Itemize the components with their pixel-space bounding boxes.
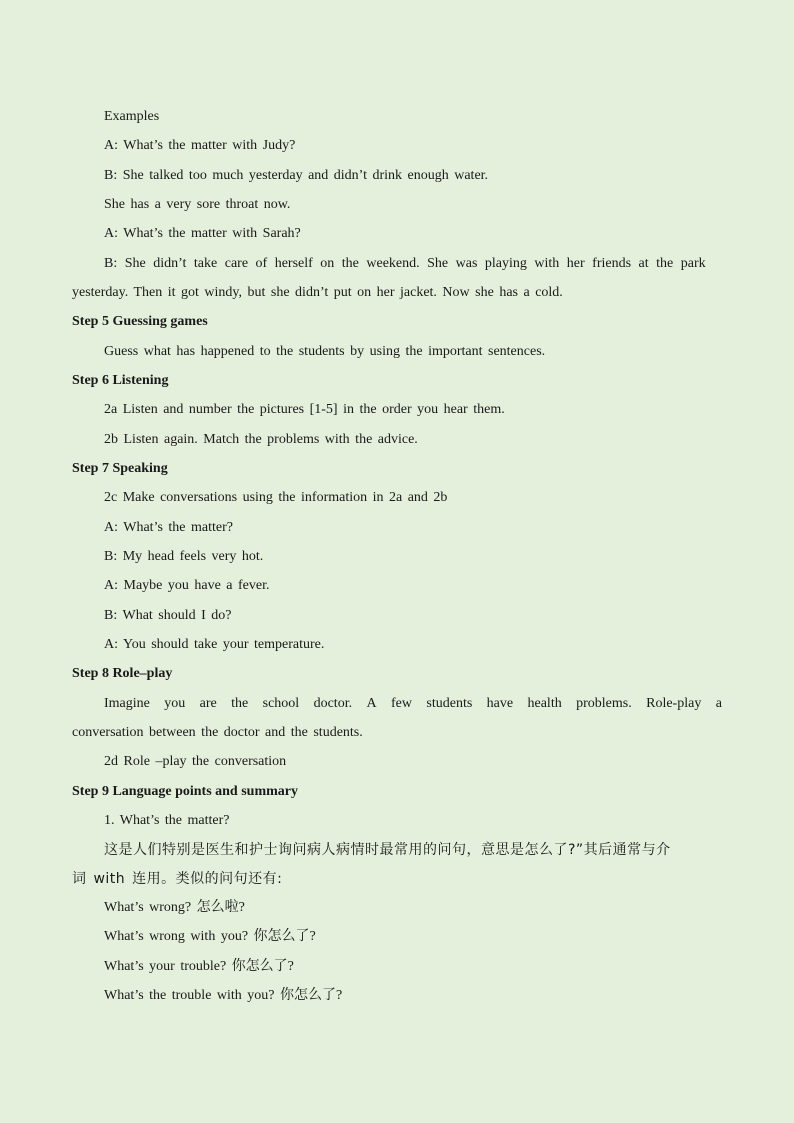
step8-word: have bbox=[486, 696, 514, 711]
example-line: She has a very sore throat now. bbox=[104, 197, 291, 212]
question-line: What’s your trouble? 你怎么了? bbox=[104, 959, 294, 974]
step5-text: Guess what has happened to the students by using the important sentences. bbox=[104, 344, 546, 359]
example-line: yesterday. Then it got windy, but she didn’t put on her jacket. Now she has a cold. bbox=[72, 285, 563, 300]
step8-word: Role-play bbox=[646, 696, 702, 711]
step8-word: Imagine bbox=[104, 696, 150, 711]
step8-word: you bbox=[164, 696, 186, 711]
step8-word: the bbox=[231, 696, 249, 711]
step8-word: few bbox=[391, 696, 412, 711]
dialogue-line: A: Maybe you have a fever. bbox=[104, 578, 270, 593]
step8-2d: 2d Role –play the conversation bbox=[104, 754, 287, 769]
step8-word: problems. bbox=[576, 696, 632, 711]
question-line: What’s the trouble with you? 你怎么了? bbox=[104, 988, 343, 1003]
step6-2a: 2a Listen and number the pictures [1-5] in the order you hear them. bbox=[104, 402, 505, 417]
question-line: What’s wrong with you? 你怎么了? bbox=[104, 929, 316, 944]
dialogue-line: B: What should I do? bbox=[104, 608, 232, 623]
dialogue-line: B: My head feels very hot. bbox=[104, 549, 264, 564]
example-line: B: She talked too much yesterday and didn’t drink enough water. bbox=[104, 168, 489, 183]
step8-text-cont: conversation between the doctor and the students. bbox=[72, 725, 363, 740]
step8-word: doctor. bbox=[313, 696, 353, 711]
step8-text bbox=[104, 695, 722, 713]
step9-point1: 1. What’s the matter? bbox=[104, 813, 230, 828]
step8-word: a bbox=[715, 696, 722, 711]
step8-word: A bbox=[366, 696, 377, 711]
example-line: A: What’s the matter with Sarah? bbox=[104, 226, 301, 241]
dialogue-line: A: You should take your temperature. bbox=[104, 637, 325, 652]
step8-heading: Step 8 Role–play bbox=[72, 666, 173, 681]
example-line: A: What’s the matter with Judy? bbox=[104, 138, 296, 153]
dialogue-line: A: What’s the matter? bbox=[104, 520, 233, 535]
step8-word: students bbox=[426, 696, 473, 711]
step9-heading: Step 9 Language points and summary bbox=[72, 784, 298, 799]
step6-2b: 2b Listen again. Match the problems with the advice. bbox=[104, 432, 418, 447]
step9-explanation-cont: 词 with 连用。类似的问句还有: bbox=[72, 871, 283, 887]
step7-2c: 2c Make conversations using the information in 2a and 2b bbox=[104, 490, 448, 505]
question-line: What’s wrong? 怎么啦? bbox=[104, 900, 245, 915]
step8-word: school bbox=[262, 696, 300, 711]
step5-heading: Step 5 Guessing games bbox=[72, 314, 208, 329]
step8-word: are bbox=[199, 696, 217, 711]
step8-word: health bbox=[527, 696, 562, 711]
step7-heading: Step 7 Speaking bbox=[72, 461, 168, 476]
example-line: B: She didn’t take care of herself on the weekend. She was playing with her friends at the park bbox=[104, 256, 706, 271]
examples-heading: Examples bbox=[104, 109, 160, 124]
step9-explanation: 这是人们特别是医生和护士询问病人病情时最常用的问句，意思是怎么了?”其后通常与介 bbox=[104, 842, 671, 858]
step6-heading: Step 6 Listening bbox=[72, 373, 169, 388]
